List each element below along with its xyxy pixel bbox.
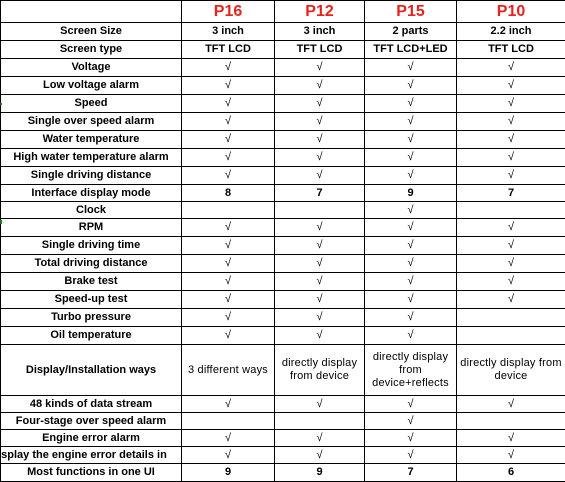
table-row xyxy=(1,23,565,41)
cell-p10: 2.2 inch xyxy=(457,23,565,41)
cell-p12: √ xyxy=(275,113,365,131)
header-p15: P15 xyxy=(365,1,457,23)
cell-p16: √ xyxy=(182,237,275,255)
cell-p15: √ xyxy=(365,255,457,273)
cell-p15: √ xyxy=(365,59,457,77)
table-row xyxy=(1,413,565,430)
cell-p16: 3 different ways xyxy=(182,345,275,396)
cell-p12: √ xyxy=(275,95,365,113)
table-row xyxy=(1,219,565,237)
table-row xyxy=(1,396,565,413)
cell-p10: 6 xyxy=(457,464,565,482)
cell-p10: √ xyxy=(457,219,565,237)
feature-label: Voltage xyxy=(1,59,182,77)
cell-p16: 9 xyxy=(182,464,275,482)
cell-p16: √ xyxy=(182,255,275,273)
cell-p10: √ xyxy=(457,77,565,95)
cell-p15: √ xyxy=(365,291,457,309)
feature-label: Screen type xyxy=(1,41,182,59)
table-row xyxy=(1,113,565,131)
table-row xyxy=(1,202,565,219)
cell-p10: √ xyxy=(457,113,565,131)
cell-p10: directly display from device xyxy=(457,345,565,396)
cell-p10: √ xyxy=(457,291,565,309)
cell-p10: √ xyxy=(457,237,565,255)
cell-p10: √ xyxy=(457,447,565,464)
cell-p15: √ xyxy=(365,131,457,149)
cell-p15: √ xyxy=(365,219,457,237)
header-p16: P16 xyxy=(182,1,275,23)
cell-p16: √ xyxy=(182,273,275,291)
cell-p10: √ xyxy=(457,273,565,291)
table-row xyxy=(1,447,565,464)
cell-p16: √ xyxy=(182,95,275,113)
cell-p12: √ xyxy=(275,447,365,464)
header-row xyxy=(1,1,565,23)
cell-p15: √ xyxy=(365,396,457,413)
feature-label: Interface display mode xyxy=(1,185,182,202)
table-row xyxy=(1,255,565,273)
feature-label: Single over speed alarm xyxy=(1,113,182,131)
cell-p15: √ xyxy=(365,113,457,131)
cell-p15: √ xyxy=(365,413,457,430)
table-row xyxy=(1,345,565,396)
cell-p16: √ xyxy=(182,447,275,464)
cell-p16: 3 inch xyxy=(182,23,275,41)
table-row xyxy=(1,95,565,113)
cell-p15: 9 xyxy=(365,185,457,202)
cell-p10: √ xyxy=(457,95,565,113)
feature-label: Four-stage over speed alarm xyxy=(1,413,182,430)
cell-p16 xyxy=(182,202,275,219)
table-row xyxy=(1,464,565,482)
cell-p12: directly display from device xyxy=(275,345,365,396)
cell-p10 xyxy=(457,413,565,430)
cell-p12: √ xyxy=(275,59,365,77)
table-row xyxy=(1,167,565,185)
cell-p16: 8 xyxy=(182,185,275,202)
cell-p10: √ xyxy=(457,255,565,273)
cell-p12: √ xyxy=(275,309,365,327)
cell-p15: directly display from device+reflects xyxy=(365,345,457,396)
cell-p12: √ xyxy=(275,396,365,413)
cell-p16: √ xyxy=(182,327,275,345)
cell-p16 xyxy=(182,413,275,430)
cell-p12: 9 xyxy=(275,464,365,482)
cell-p16: √ xyxy=(182,291,275,309)
cell-p16: √ xyxy=(182,149,275,167)
cell-p15: 2 parts xyxy=(365,23,457,41)
table-row xyxy=(1,309,565,327)
cell-p12: √ xyxy=(275,255,365,273)
table-row xyxy=(1,131,565,149)
feature-label: Engine error alarm xyxy=(1,430,182,447)
cell-p15: √ xyxy=(365,273,457,291)
cell-p15: √ xyxy=(365,447,457,464)
cell-p12: √ xyxy=(275,237,365,255)
table-row xyxy=(1,185,565,202)
feature-label: Display/Installation ways xyxy=(1,345,182,396)
cell-p15: TFT LCD+LED xyxy=(365,41,457,59)
feature-label: Water temperature xyxy=(1,131,182,149)
table-row xyxy=(1,59,565,77)
cell-p16: √ xyxy=(182,396,275,413)
cell-p16: TFT LCD xyxy=(182,41,275,59)
cell-p15: √ xyxy=(365,237,457,255)
cell-p15: 7 xyxy=(365,464,457,482)
cell-p16: √ xyxy=(182,309,275,327)
cell-p12: √ xyxy=(275,77,365,95)
cell-p10: √ xyxy=(457,59,565,77)
cell-p15: √ xyxy=(365,202,457,219)
cell-p16: √ xyxy=(182,113,275,131)
header-p12: P12 xyxy=(275,1,365,23)
cell-p15: √ xyxy=(365,149,457,167)
table-row xyxy=(1,430,565,447)
feature-label: RPM xyxy=(1,219,182,237)
cell-p10: TFT LCD xyxy=(457,41,565,59)
cell-p10 xyxy=(457,202,565,219)
table-row xyxy=(1,291,565,309)
cell-p15: √ xyxy=(365,430,457,447)
feature-label: Screen Size xyxy=(1,23,182,41)
header-corner-cell xyxy=(1,1,182,23)
cell-p12: 3 inch xyxy=(275,23,365,41)
cell-p15: √ xyxy=(365,327,457,345)
cell-p16: √ xyxy=(182,131,275,149)
cell-p12: √ xyxy=(275,131,365,149)
cell-p12: √ xyxy=(275,430,365,447)
cell-p10: 7 xyxy=(457,185,565,202)
cell-marker xyxy=(0,220,2,224)
table-row xyxy=(1,41,565,59)
cell-p12 xyxy=(275,413,365,430)
feature-label: Most functions in one UI xyxy=(1,464,182,482)
cell-p12: √ xyxy=(275,291,365,309)
table-row xyxy=(1,327,565,345)
cell-p12: √ xyxy=(275,149,365,167)
cell-p15: √ xyxy=(365,77,457,95)
cell-p12: √ xyxy=(275,219,365,237)
cell-p12: √ xyxy=(275,327,365,345)
cell-p12: TFT LCD xyxy=(275,41,365,59)
table-row xyxy=(1,149,565,167)
cell-p12: √ xyxy=(275,273,365,291)
cell-p10: √ xyxy=(457,167,565,185)
cell-p12 xyxy=(275,202,365,219)
cell-p10: √ xyxy=(457,396,565,413)
feature-label: 48 kinds of data stream xyxy=(1,396,182,413)
feature-label: Turbo pressure xyxy=(1,309,182,327)
table-body xyxy=(1,1,565,482)
table-row xyxy=(1,77,565,95)
cell-p15: √ xyxy=(365,309,457,327)
cell-p12: √ xyxy=(275,167,365,185)
cell-p16: √ xyxy=(182,167,275,185)
cell-p12: 7 xyxy=(275,185,365,202)
cell-p16: √ xyxy=(182,77,275,95)
feature-label: Low voltage alarm xyxy=(1,77,182,95)
cell-p10 xyxy=(457,327,565,345)
table-row xyxy=(1,273,565,291)
cell-p10 xyxy=(457,309,565,327)
feature-label: splay the engine error details in xyxy=(1,447,182,464)
feature-label: Clock xyxy=(1,202,182,219)
feature-label: High water temperature alarm xyxy=(1,149,182,167)
cell-p10: √ xyxy=(457,131,565,149)
table-row xyxy=(1,237,565,255)
feature-label: Single driving distance xyxy=(1,167,182,185)
feature-label: Oil temperature xyxy=(1,327,182,345)
feature-label: Speed-up test xyxy=(1,291,182,309)
cell-p16: √ xyxy=(182,430,275,447)
feature-label: Single driving time xyxy=(1,237,182,255)
cell-marker xyxy=(0,103,2,105)
cell-p10: √ xyxy=(457,149,565,167)
cell-p16: √ xyxy=(182,219,275,237)
cell-p10: √ xyxy=(457,430,565,447)
cell-p15: √ xyxy=(365,167,457,185)
feature-label: Speed xyxy=(1,95,182,113)
cell-p15: √ xyxy=(365,95,457,113)
feature-label: Brake test xyxy=(1,273,182,291)
feature-label: Total driving distance xyxy=(1,255,182,273)
header-p10: P10 xyxy=(457,1,565,23)
cell-p16: √ xyxy=(182,59,275,77)
